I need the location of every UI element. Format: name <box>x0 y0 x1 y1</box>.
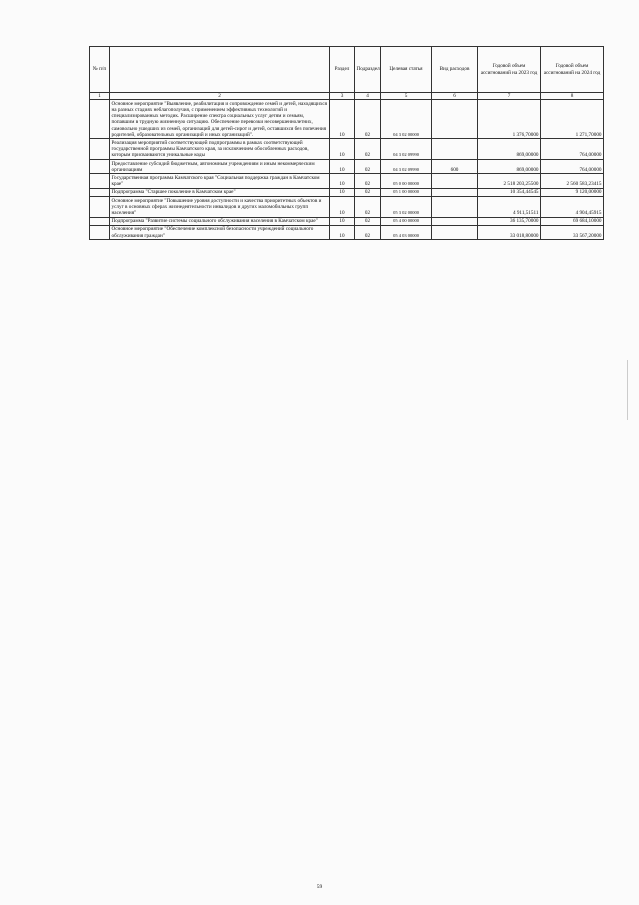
table-row <box>90 197 604 218</box>
cell-target: 05 4 00 00000 <box>381 217 432 225</box>
cell-y2023: 869,00000 <box>478 160 541 174</box>
colnum: 3 <box>330 93 355 100</box>
cell-num <box>90 217 110 225</box>
colnum: 4 <box>355 93 381 100</box>
cell-y2023: 33 018,80000 <box>478 225 541 239</box>
table-row <box>90 174 604 188</box>
cell-name: Подпрограмма "Старшее поколение в Камчатском крае" <box>110 188 330 196</box>
table-row <box>90 217 604 225</box>
table-row <box>90 188 604 196</box>
table-row <box>90 160 604 174</box>
page-number: 59 <box>316 884 323 890</box>
header-razdel: Раздел <box>330 47 355 93</box>
cell-y2023: 10 354,44545 <box>478 188 541 196</box>
colnum: 6 <box>432 93 478 100</box>
header-target: Целевая статья <box>381 47 432 93</box>
colnum: 2 <box>110 93 330 100</box>
cell-y2023: 2 518 203,25500 <box>478 174 541 188</box>
budget-table <box>89 46 604 240</box>
table-row <box>90 100 604 139</box>
cell-vid <box>432 225 478 239</box>
cell-y2023: 36 135,70000 <box>478 217 541 225</box>
cell-podrazdel: 02 <box>355 197 381 218</box>
cell-y2024: 33 567,20000 <box>541 225 604 239</box>
cell-y2023: 869,00000 <box>478 139 541 160</box>
cell-vid <box>432 174 478 188</box>
cell-podrazdel: 02 <box>355 100 381 139</box>
cell-y2024: 764,00000 <box>541 139 604 160</box>
cell-razdel: 10 <box>330 139 355 160</box>
cell-num <box>90 174 110 188</box>
cell-target: 04 3 02 00000 <box>381 100 432 139</box>
cell-target: 05 0 00 00000 <box>381 174 432 188</box>
colnum: 8 <box>541 93 604 100</box>
cell-razdel: 10 <box>330 100 355 139</box>
cell-name: Реализация мероприятий соответствующей подпрограммы в рамках соответствующей государственной программы Камчатского края, за исключением обособленных расходов, которым присваиваются уникальные коды <box>110 139 330 160</box>
cell-razdel: 10 <box>330 188 355 196</box>
cell-name: Подпрограмма "Развитие системы социального обслуживания населения в Камчатском крае" <box>110 217 330 225</box>
colnum: 7 <box>478 93 541 100</box>
cell-podrazdel: 02 <box>355 225 381 239</box>
table-header <box>90 47 604 93</box>
cell-podrazdel: 02 <box>355 217 381 225</box>
cell-y2024: 764,00000 <box>541 160 604 174</box>
cell-num <box>90 225 110 239</box>
cell-target: 05 4 03 00000 <box>381 225 432 239</box>
colnum: 1 <box>90 93 110 100</box>
cell-podrazdel: 02 <box>355 188 381 196</box>
cell-y2023: 1 376,70000 <box>478 100 541 139</box>
cell-target: 04 3 02 09990 <box>381 160 432 174</box>
scan-artifact <box>627 360 628 420</box>
cell-y2024: 69 684,10000 <box>541 217 604 225</box>
cell-target: 05 1 00 00000 <box>381 188 432 196</box>
cell-podrazdel: 02 <box>355 174 381 188</box>
cell-num <box>90 188 110 196</box>
header-2024: Годовой объем ассигнований на 2024 год <box>541 47 604 93</box>
cell-name: Государственная программа Камчатского края "Социальная поддержка граждан в Камчатском крае" <box>110 174 330 188</box>
table-row <box>90 139 604 160</box>
cell-name: Основное мероприятие "Обеспечение комплексной безопасности учреждений социального обслуживания граждан" <box>110 225 330 239</box>
header-name <box>110 47 330 93</box>
header-podrazdel: Подраздел <box>355 47 381 93</box>
colnum: 5 <box>381 93 432 100</box>
cell-razdel: 10 <box>330 197 355 218</box>
header-2023: Годовой объем ассигнований на 2023 год <box>478 47 541 93</box>
cell-vid <box>432 197 478 218</box>
cell-vid <box>432 100 478 139</box>
cell-vid <box>432 139 478 160</box>
header-vid: Вид расходов <box>432 47 478 93</box>
cell-num <box>90 139 110 160</box>
cell-num <box>90 197 110 218</box>
header-num: № п/п <box>90 47 110 93</box>
cell-y2024: 9 120,00000 <box>541 188 604 196</box>
cell-y2024: 1 271,70000 <box>541 100 604 139</box>
cell-target: 04 3 02 09990 <box>381 139 432 160</box>
cell-y2024: 4 904,45915 <box>541 197 604 218</box>
cell-num <box>90 160 110 174</box>
cell-name: Основное мероприятие "Повышение уровня доступности и качества приоритетных объектов и услуг в основных сферах жизнедеятельности инвалидов и других маломобильных групп населения" <box>110 197 330 218</box>
column-numbers-row <box>90 93 604 100</box>
cell-vid <box>432 217 478 225</box>
cell-y2024: 2 560 583,23415 <box>541 174 604 188</box>
cell-podrazdel: 02 <box>355 160 381 174</box>
cell-y2023: 4 911,51511 <box>478 197 541 218</box>
cell-podrazdel: 02 <box>355 139 381 160</box>
cell-name: Предоставление субсидий бюджетным, автономным учреждениям и иным некоммерческим организациям <box>110 160 330 174</box>
cell-num <box>90 100 110 139</box>
cell-vid: 600 <box>432 160 478 174</box>
cell-razdel: 10 <box>330 160 355 174</box>
cell-razdel: 10 <box>330 225 355 239</box>
cell-target: 05 3 02 00000 <box>381 197 432 218</box>
table-row <box>90 225 604 239</box>
cell-vid <box>432 188 478 196</box>
cell-razdel: 10 <box>330 174 355 188</box>
cell-razdel: 10 <box>330 217 355 225</box>
cell-name: Основное мероприятие "Выявление, реабилитация и сопровождение семей и детей, находящихся на разных стадиях неблагополучия, с применением эффективных технологий и специализированных методик. Расширение спектра социальных услуг детям и семьям, попавшим в трудную жизненную ситуацию. Обеспечение перевозки несовершеннолетних, самовольно ушедших из семей, организаций для детей-сирот и детей, оставшихся без попечения родителей, образовательных организаций и иных организаций". <box>110 100 330 139</box>
